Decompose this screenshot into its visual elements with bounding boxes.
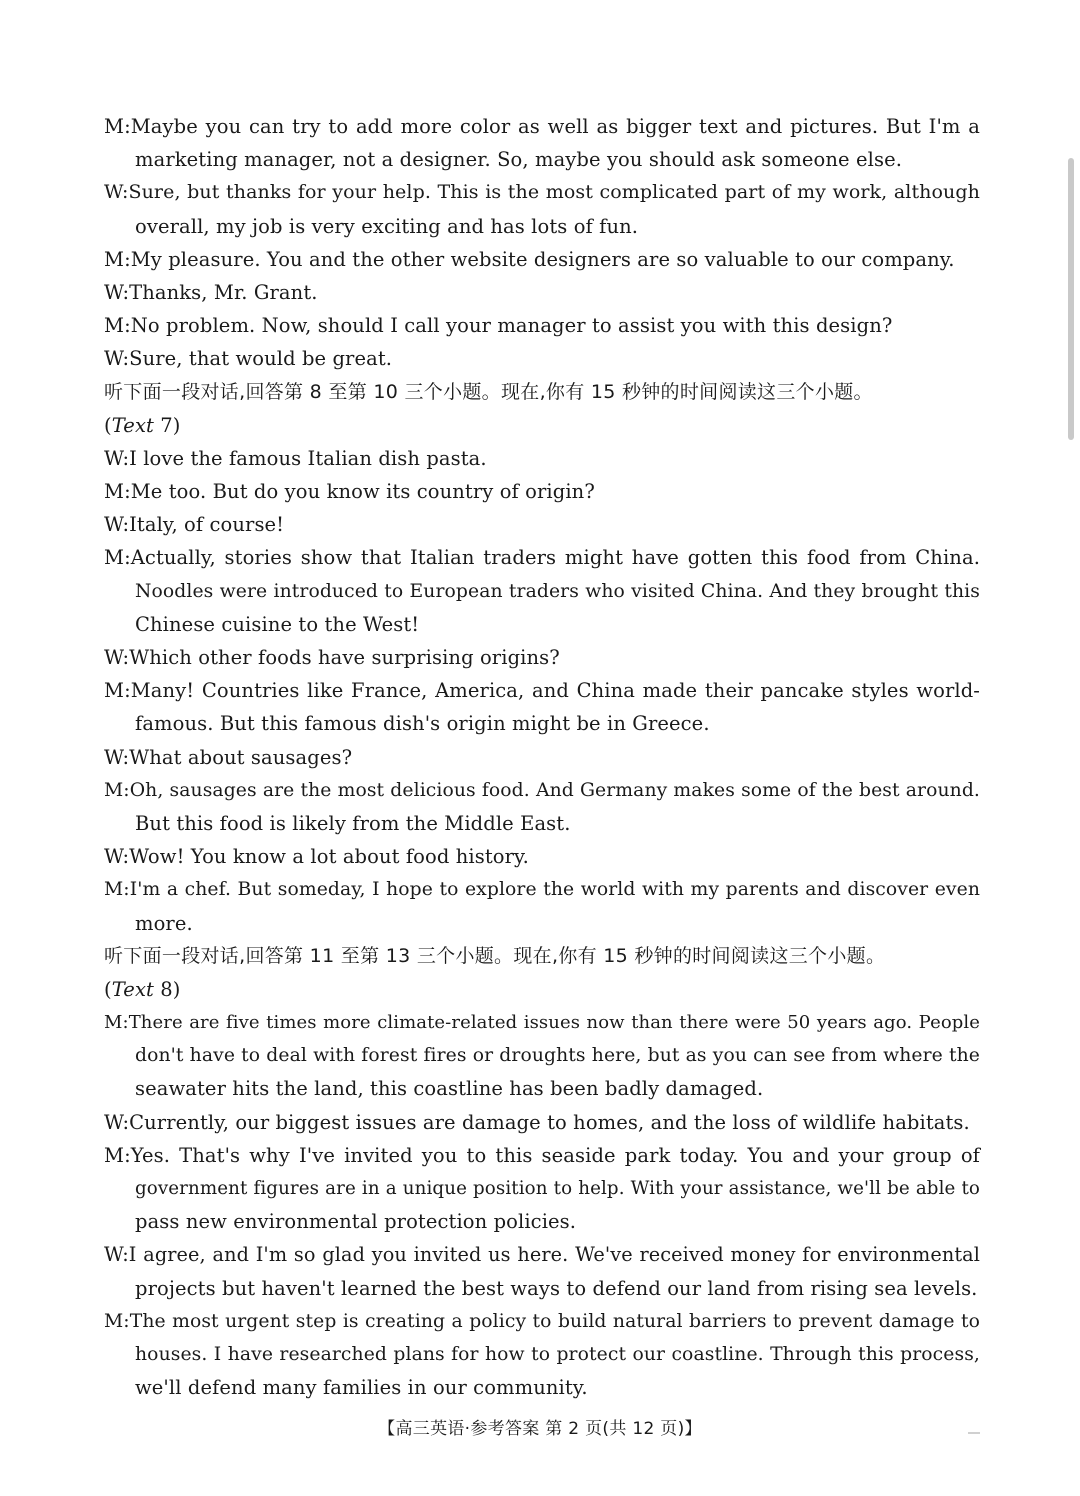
section-instruction: 听下面一段对话,回答第 8 至第 10 三个小题。现在,你有 15 秒钟的时间阅读这三个小题。 bbox=[104, 380, 873, 403]
dialogue-line: M:Many! Countries like France, America, and China made their pancake styles world- bbox=[104, 679, 980, 703]
dialogue-line: M:Maybe you can try to add more color as well as bigger text and pictures. But I'm a bbox=[104, 115, 980, 138]
dialogue-line: M:There are five times more climate-related issues now than there were 50 years ago. People bbox=[104, 1012, 980, 1034]
dialogue-line-continuation: Noodles were introduced to European traders who visited China. And they brought this bbox=[135, 580, 980, 602]
page-footer: 【高三英语·参考答案 第 2 页(共 12 页)】 bbox=[378, 1419, 702, 1439]
dialogue-line-continuation: seawater hits the land, this coastline has been badly damaged. bbox=[135, 1077, 764, 1101]
dialogue-line: M:Actually, stories show that Italian traders might have gotten this food from China. bbox=[104, 546, 980, 570]
dialogue-line: M:My pleasure. You and the other website designers are so valuable to our company. bbox=[104, 247, 955, 271]
dialogue-line: W:Sure, but thanks for your help. This is the most complicated part of my work, although bbox=[104, 181, 980, 204]
dialogue-line-continuation: famous. But this famous dish's origin might be in Greece. bbox=[135, 712, 710, 736]
dialogue-line-continuation: projects but haven't learned the best ways to defend our land from rising sea levels. bbox=[135, 1276, 978, 1300]
dialogue-line: W:Sure, that would be great. bbox=[104, 347, 393, 371]
dialogue-line: W:Wow! You know a lot about food history. bbox=[104, 845, 529, 869]
dialogue-line-continuation: we'll defend many families in our community. bbox=[135, 1376, 588, 1400]
dialogue-line-continuation: marketing manager, not a designer. So, maybe you should ask someone else. bbox=[135, 148, 903, 172]
dialogue-line: M:The most urgent step is creating a policy to build natural barriers to prevent damage to bbox=[104, 1310, 980, 1332]
dialogue-line: M:Me too. But do you know its country of origin? bbox=[104, 480, 595, 504]
dialogue-line: W:What about sausages? bbox=[104, 745, 353, 769]
dialogue-line: M:Oh, sausages are the most delicious food. And Germany makes some of the best around. bbox=[104, 779, 980, 801]
dialogue-line-continuation: don't have to deal with forest fires or droughts here, but as you can see from where the bbox=[135, 1045, 980, 1067]
dialogue-line-continuation: But this food is likely from the Middle East. bbox=[135, 811, 571, 835]
dialogue-line: W:Italy, of course! bbox=[104, 513, 285, 537]
vertical-scrollbar[interactable] bbox=[1068, 158, 1074, 440]
dialogue-line: W:I agree, and I'm so glad you invited us here. We've received money for environmental bbox=[104, 1243, 980, 1267]
dialogue-line: W:Currently, our biggest issues are damage to homes, and the loss of wildlife habitats. bbox=[104, 1110, 970, 1134]
dialogue-line-continuation: more. bbox=[135, 911, 193, 935]
corner-mark bbox=[968, 1432, 980, 1434]
dialogue-line: M:Yes. That's why I've invited you to this seaside park today. You and your group of bbox=[104, 1143, 980, 1167]
dialogue-line: W:Which other foods have surprising origins? bbox=[104, 646, 560, 669]
dialogue-line-continuation: government figures are in a unique position to help. With your assistance, we'll be able to bbox=[135, 1178, 980, 1199]
text-number-label: (Text 7) bbox=[104, 413, 181, 437]
text-number-label: (Text 8) bbox=[104, 977, 181, 1001]
dialogue-line-continuation: overall, my job is very exciting and has lots of fun. bbox=[135, 214, 639, 238]
dialogue-line-continuation: Chinese cuisine to the West! bbox=[135, 612, 420, 636]
dialogue-line: M:I'm a chef. But someday, I hope to explore the world with my parents and discover even bbox=[104, 879, 980, 901]
dialogue-line: M:No problem. Now, should I call your manager to assist you with this design? bbox=[104, 314, 893, 338]
transcript-body bbox=[104, 110, 980, 1404]
dialogue-line-continuation: pass new environmental protection policies. bbox=[135, 1210, 577, 1234]
section-instruction: 听下面一段对话,回答第 11 至第 13 三个小题。现在,你有 15 秒钟的时间阅读这三个小题。 bbox=[104, 944, 886, 967]
dialogue-line: W:I love the famous Italian dish pasta. bbox=[104, 446, 487, 470]
dialogue-line-continuation: houses. I have researched plans for how to protect our coastline. Through this process, bbox=[135, 1343, 980, 1365]
dialogue-line: W:Thanks, Mr. Grant. bbox=[104, 280, 318, 304]
